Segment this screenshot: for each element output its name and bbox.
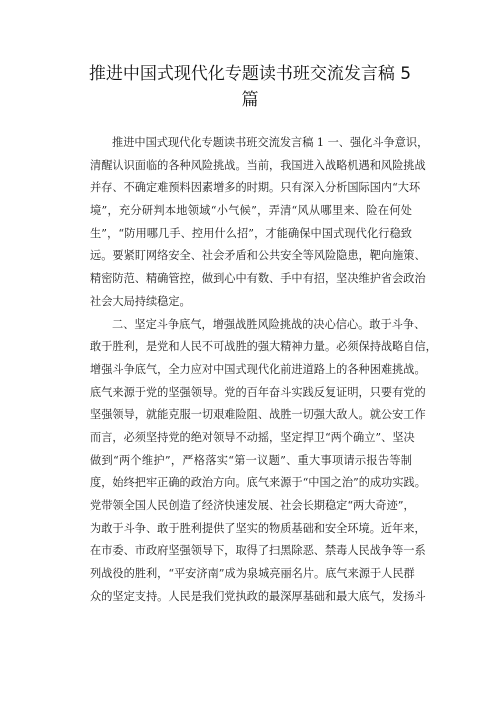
text-line: 境”，充分研判本地领域“小气候”，弄清“风从哪里来、险在何处 <box>90 204 412 218</box>
text-line: 远。要紧盯网络安全、社会矛盾和公共安全等风险隐患，靶向施策、 <box>90 249 426 263</box>
text-line: 度，始终把牢正确的政治方向。底气来源于“中国之治”的成功实践。 <box>90 476 426 490</box>
text-line: 做到“两个维护”，严格落实“第一议题”、重大事项请示报告等制 <box>90 453 412 467</box>
text-line: 增强斗争底气，全力应对中国式现代化前进道路上的各种困难挑战。 <box>90 362 426 376</box>
text-line: 为敢于斗争、敢于胜利提供了坚实的物质基础和安全环境。近年来， <box>90 521 426 535</box>
text-line: 坚强领导，就能克服一切艰难险阻、战胜一切强大敌人。就公安工作 <box>90 408 426 422</box>
paragraph <box>90 132 429 314</box>
text-line: 清醒认识面临的各种风险挑战。当前，我国进入战略机遇和风险挑战 <box>90 158 426 172</box>
text-line: 列战役的胜利，“平安济南”成为泉城亮丽名片。底气来源于人民群 <box>90 567 415 581</box>
text-line: 社会大局持续稳定。 <box>90 294 191 308</box>
text-line: 而言，必须坚持党的绝对领导不动摇，坚定捍卫“两个确立”、坚决 <box>90 430 415 444</box>
text-line: 精密防范、精确管控，做到心中有数、手中有招，坚决维护省会政治 <box>90 272 426 286</box>
text-line: 在市委、市政府坚强领导下，取得了扫黑除恶、禁毒人民战争等一系 <box>90 544 426 558</box>
text-line: 生”，“防用哪几手、控用什么招”，才能确保中国式现代化行稳致 <box>90 226 412 240</box>
document-title-continued: 篇 <box>241 90 259 110</box>
document-body <box>90 132 437 608</box>
text-line: 二、坚定斗争底气，增强战胜风险挑战的决心信心。敢于斗争、 <box>112 317 426 331</box>
paragraph <box>90 314 437 609</box>
text-line: 底气来源于党的坚强领导。党的百年奋斗实践反复证明，只要有党的 <box>90 385 426 399</box>
text-line: 众的坚定支持。人民是我们党执政的最深厚基础和最大底气，发扬斗 <box>90 589 426 603</box>
text-line: 并存、不确定难预料因素增多的时期。只有深入分析国际国内“大环 <box>90 181 421 195</box>
document-title: 推进中国式现代化专题读书班交流发言稿 5 <box>88 64 412 84</box>
text-line: 党带领全国人民创造了经济快速发展、社会长期稳定“两大奇迹”， <box>90 499 415 512</box>
text-line: 敢于胜利，是党和人民不可战胜的强大精神力量。必须保持战略自信， <box>90 340 437 354</box>
text-line: 推进中国式现代化专题读书班交流发言稿 1 一、强化斗争意识， <box>112 136 429 149</box>
